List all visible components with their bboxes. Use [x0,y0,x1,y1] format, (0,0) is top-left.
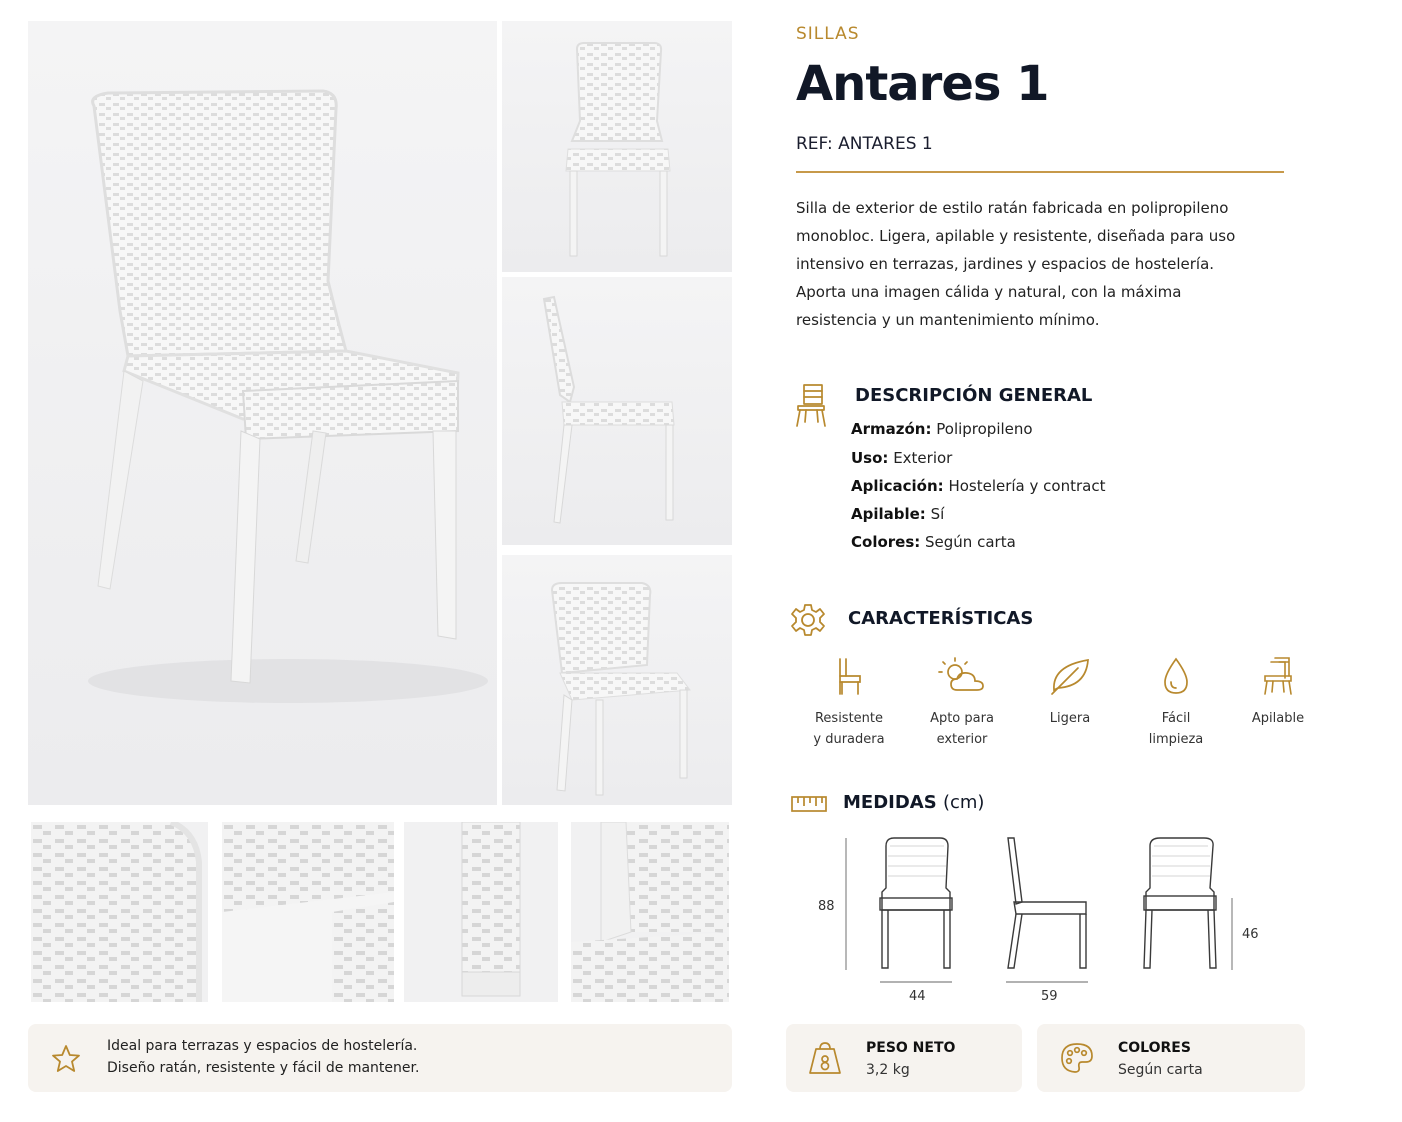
gear-icon [790,602,826,638]
dimension-drawings [800,832,1270,992]
dim-seat-height: 46 [1242,927,1259,942]
side-photo-angle[interactable] [502,555,732,805]
product-description: Silla de exterior de estilo ratán fabricada en polipropileno monobloc. Ligera, apilable y resistente, diseñada para uso intensivo en terrazas, jardines y espacios de hostelería. Aporta una imagen cálida y natural, con la máxima resistencia y un mantenimiento mínimo. [796,199,1236,329]
colors-value: Según carta [1118,1062,1203,1078]
product-ref: REF: ANTARES 1 [796,134,933,154]
detail-photo-leg[interactable] [404,822,558,1002]
star-icon [50,1043,82,1075]
spec-colors: Colores: Según carta [851,533,1016,551]
detail-photo-backrest[interactable] [31,822,208,1002]
side-photo-profile[interactable] [502,277,732,545]
weight-label: PESO NETO [866,1040,956,1056]
side-photo-front[interactable] [502,21,732,272]
weight-box [786,1024,1022,1092]
feature-resistant: Resistente y duradera [794,656,904,750]
spec-stackable: Apilable: Sí [851,505,945,523]
stacked-chairs-icon [1261,656,1295,696]
measures-unit: (cm) [942,792,985,813]
palette-icon [1059,1041,1095,1075]
detail-photo-seat-edge[interactable] [222,822,394,1002]
weight-value: 3,2 kg [866,1062,910,1078]
dim-depth: 59 [1041,989,1058,1004]
product-title: Antares 1 [796,56,1049,112]
feature-stackable: Apilable [1223,656,1333,729]
chair-icon [794,382,828,428]
dim-height: 88 [818,899,835,914]
spec-application: Aplicación: Hostelería y contract [851,477,1106,495]
weight-icon [808,1040,842,1076]
general-title: DESCRIPCIÓN GENERAL [855,385,1093,406]
feature-outdoor: Apto para exterior [907,656,1017,750]
divider [796,171,1284,173]
spec-use: Uso: Exterior [851,449,953,467]
note-line-1: Ideal para terrazas y espacios de hostelería. [107,1038,418,1054]
leaf-icon [1048,656,1092,696]
features-title: CARACTERÍSTICAS [848,608,1034,629]
feature-light: Ligera [1015,656,1125,729]
category-label[interactable]: SILLAS [796,24,860,44]
drop-icon [1161,656,1191,696]
measures-title: MEDIDAS (cm) [843,792,985,813]
dim-width: 44 [909,989,926,1004]
colors-label: COLORES [1118,1040,1191,1056]
main-product-photo[interactable] [28,21,497,805]
spec-frame: Armazón: Polipropileno [851,420,1033,438]
highlight-note [28,1024,732,1092]
detail-photo-joint[interactable] [571,822,729,1002]
feature-cleaning: Fácil limpieza [1121,656,1231,750]
sun-cloud-icon [937,656,987,696]
colors-box [1037,1024,1305,1092]
ruler-icon [790,794,828,814]
note-line-2: Diseño ratán, resistente y fácil de mantener. [107,1060,420,1076]
chair-sturdy-icon [832,656,866,696]
